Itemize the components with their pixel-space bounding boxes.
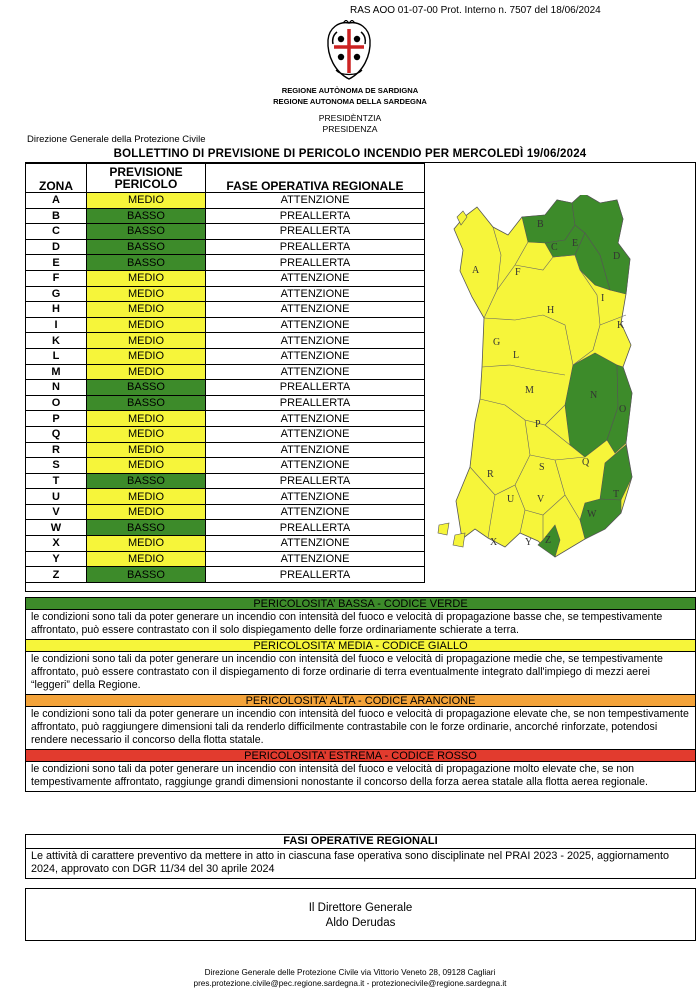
zone-operational-phase: ATTENZIONE: [206, 426, 425, 442]
zone-letter: F: [26, 270, 87, 286]
zone-danger-level: MEDIO: [87, 489, 206, 505]
zone-danger-level: MEDIO: [87, 193, 206, 209]
map-islet-sant-antioco: [453, 533, 465, 547]
zone-operational-phase: ATTENZIONE: [206, 348, 425, 364]
zone-row: [26, 239, 425, 255]
zone-danger-level: MEDIO: [87, 270, 206, 286]
map-islet-san-pietro: [438, 523, 449, 535]
zone-row: [26, 208, 425, 224]
col-previsione-header: PREVISIONE PERICOLO: [87, 164, 206, 193]
zone-operational-phase: ATTENZIONE: [206, 286, 425, 302]
map-label-f: F: [515, 267, 521, 278]
map-label-w: W: [587, 509, 597, 520]
zone-operational-phase: PREALLERTA: [206, 520, 425, 536]
zone-letter: K: [26, 333, 87, 349]
legend-media-title: PERICOLOSITA’ MEDIA - CODICE GIALLO: [25, 639, 696, 652]
zone-operational-phase: PREALLERTA: [206, 380, 425, 396]
map-label-v: V: [537, 494, 545, 505]
zone-row: [26, 270, 425, 286]
map-label-z: Z: [545, 535, 552, 546]
zone-operational-phase: PREALLERTA: [206, 224, 425, 240]
zone-danger-level: BASSO: [87, 567, 206, 583]
zone-row: [26, 380, 425, 396]
zone-row: [26, 426, 425, 442]
zone-letter: X: [26, 536, 87, 552]
signature-box: [25, 888, 696, 941]
map-label-x: X: [490, 537, 498, 548]
zone-row: [26, 395, 425, 411]
zone-letter: T: [26, 473, 87, 489]
zone-danger-level: BASSO: [87, 395, 206, 411]
zone-row: [26, 567, 425, 583]
map-label-s: S: [539, 462, 545, 473]
zone-row: [26, 302, 425, 318]
map-label-q: Q: [582, 457, 590, 468]
zone-danger-level: BASSO: [87, 380, 206, 396]
zone-operational-phase: ATTENZIONE: [206, 364, 425, 380]
zone-row: [26, 442, 425, 458]
map-label-p: P: [535, 419, 541, 430]
zone-row: [26, 348, 425, 364]
fasi-title: FASI OPERATIVE REGIONALI: [26, 835, 695, 849]
zones-table: [25, 163, 425, 583]
zone-letter: S: [26, 458, 87, 474]
legend-estrema-text: le condizioni sono tali da poter generare un incendio con intensità del fuoco e velocità di propagazione molto elevate che, se non tempestivamente affrontato, raggiunge grandi dimensioni nonostante il concorso della forza aerea statale alla flotta aerea regionale.: [25, 762, 696, 792]
signer-name: Aldo Derudas: [325, 917, 396, 929]
department-name: Direzione Generale della Protezione Civile: [27, 134, 206, 145]
zone-letter: R: [26, 442, 87, 458]
zone-letter: U: [26, 489, 87, 505]
zone-letter: L: [26, 348, 87, 364]
zone-letter: H: [26, 302, 87, 318]
zone-danger-level: MEDIO: [87, 442, 206, 458]
zone-operational-phase: PREALLERTA: [206, 255, 425, 271]
zone-operational-phase: ATTENZIONE: [206, 458, 425, 474]
map-label-m: M: [525, 385, 534, 396]
map-label-k: K: [617, 320, 625, 331]
zone-letter: O: [26, 395, 87, 411]
zone-letter: G: [26, 286, 87, 302]
zone-row: [26, 473, 425, 489]
zone-operational-phase: ATTENZIONE: [206, 193, 425, 209]
map-label-l: L: [513, 350, 520, 361]
zone-row: [26, 520, 425, 536]
zone-letter: I: [26, 317, 87, 333]
zone-danger-level: MEDIO: [87, 364, 206, 380]
zone-danger-level: BASSO: [87, 224, 206, 240]
zone-row: [26, 458, 425, 474]
zone-letter: Z: [26, 567, 87, 583]
signer-role: Il Direttore Generale: [308, 902, 413, 914]
zone-danger-level: MEDIO: [87, 551, 206, 567]
map-label-e: E: [572, 238, 579, 249]
zone-operational-phase: ATTENZIONE: [206, 333, 425, 349]
zone-letter: Q: [26, 426, 87, 442]
map-label-c: C: [551, 242, 558, 253]
presidency-sardinian: PRESIDÈNTZIA: [318, 113, 382, 123]
zone-row: [26, 364, 425, 380]
zone-letter: Y: [26, 551, 87, 567]
footer-emails: pres.protezione.civile@pec.regione.sardegna.it - protezionecivile@regione.sardegna.it: [193, 979, 507, 988]
zone-operational-phase: PREALLERTA: [206, 473, 425, 489]
legend-bassa-title: PERICOLOSITA’ BASSA - CODICE VERDE: [25, 597, 696, 610]
map-label-d: D: [613, 251, 621, 262]
region-name-sardinian: REGIONE AUTÒNOMA DE SARDIGNA: [281, 86, 419, 95]
zone-danger-level: MEDIO: [87, 426, 206, 442]
map-label-t: T: [613, 489, 620, 500]
footer-address: Direzione Generale delle Protezione Civile via Vittorio Veneto 28, 09128 Cagliari: [204, 968, 496, 977]
map-label-b: B: [537, 219, 544, 230]
map-label-r: R: [487, 469, 494, 480]
zone-row: [26, 255, 425, 271]
zone-operational-phase: ATTENZIONE: [206, 551, 425, 567]
map-label-o: O: [619, 404, 627, 415]
zone-danger-level: BASSO: [87, 255, 206, 271]
zone-danger-level: MEDIO: [87, 536, 206, 552]
zone-row: [26, 489, 425, 505]
zone-row: [26, 224, 425, 240]
zone-letter: W: [26, 520, 87, 536]
legend-bassa-text: le condizioni sono tali da poter generare un incendio con intensità del fuoco e velocità di propagazione basse che, se tempestivamente affrontato, può essere contrastato con il solo dispiegamento delle forze ordinariamente schierate a terra.: [25, 610, 696, 639]
zone-operational-phase: PREALLERTA: [206, 395, 425, 411]
legend-alta-text: le condizioni sono tali da poter generare un incendio con intensità del fuoco e velocità di propagazione elevate che, se non tempestivamente affrontato, può raggiungere dimensioni tali da renderlo difficilmente contrastabile con le forze ordinarie, ancorché rinforzate, potendosi rendere necessario il concorso della flotta statale.: [25, 707, 696, 749]
zone-operational-phase: ATTENZIONE: [206, 489, 425, 505]
zone-row: [26, 333, 425, 349]
zone-danger-level: MEDIO: [87, 504, 206, 520]
zone-letter: C: [26, 224, 87, 240]
zone-row: [26, 411, 425, 427]
map-label-i: I: [601, 293, 605, 304]
col-zona-header: ZONA: [26, 164, 87, 193]
zone-letter: M: [26, 364, 87, 380]
zone-operational-phase: ATTENZIONE: [206, 411, 425, 427]
zone-letter: B: [26, 208, 87, 224]
fasi-text: Le attività di carattere preventivo da mettere in atto in ciascuna fase operativa sono disciplinate nel PRAI 2023 - 2025, aggiornamento 2024, approvato con DGR 11/34 del 30 aprile 2024: [31, 850, 669, 875]
zone-operational-phase: ATTENZIONE: [206, 302, 425, 318]
protocol-number: RAS AOO 01-07-00 Prot. Interno n. 7507 del 18/06/2024: [350, 5, 601, 16]
region-name-italian: REGIONE AUTONOMA DELLA SARDEGNA: [273, 97, 427, 106]
zone-row: [26, 504, 425, 520]
bulletin-title: BOLLETTINO DI PREVISIONE DI PERICOLO INCENDIO PER MERCOLEDÌ 19/06/2024: [113, 148, 587, 160]
zone-row: [26, 551, 425, 567]
legend-estrema-title: PERICOLOSITA’ ESTREMA - CODICE ROSSO: [25, 749, 696, 762]
zone-operational-phase: ATTENZIONE: [206, 536, 425, 552]
zone-operational-phase: ATTENZIONE: [206, 504, 425, 520]
zone-danger-level: MEDIO: [87, 348, 206, 364]
zone-danger-level: MEDIO: [87, 317, 206, 333]
zone-operational-phase: PREALLERTA: [206, 239, 425, 255]
zone-danger-level: BASSO: [87, 520, 206, 536]
regional-emblem: [323, 20, 375, 82]
zone-danger-level: BASSO: [87, 473, 206, 489]
zone-danger-level: MEDIO: [87, 286, 206, 302]
zone-row: [26, 536, 425, 552]
sardinia-zones-map: [425, 195, 640, 590]
map-label-h: H: [547, 305, 555, 316]
map-label-a: A: [472, 265, 480, 276]
map-label-n: N: [590, 390, 598, 401]
zone-row: [26, 317, 425, 333]
zone-danger-level: MEDIO: [87, 333, 206, 349]
zone-row: [26, 193, 425, 209]
map-label-g: G: [493, 337, 501, 348]
zone-danger-level: MEDIO: [87, 411, 206, 427]
col-fase-header: FASE OPERATIVA REGIONALE: [206, 164, 425, 193]
zone-operational-phase: PREALLERTA: [206, 567, 425, 583]
zone-letter: N: [26, 380, 87, 396]
map-label-u: U: [507, 494, 515, 505]
zone-letter: P: [26, 411, 87, 427]
legend-alta-title: PERICOLOSITA’ ALTA - CODICE ARANCIONE: [25, 694, 696, 707]
zone-letter: E: [26, 255, 87, 271]
zone-letter: D: [26, 239, 87, 255]
zone-danger-level: MEDIO: [87, 302, 206, 318]
operational-phases-box: [25, 834, 696, 879]
zone-danger-level: BASSO: [87, 239, 206, 255]
legend-media-text: le condizioni sono tali da poter generare un incendio con intensità del fuoco e velocità di propagazione medie che, se tempestivamente affrontato, può essere contrastato con il dispiegamento di forze ordinarie di terra eventualmente integrato dall'impiego di mezzi aerei “leggeri” della Regione.: [25, 652, 696, 694]
zone-danger-level: BASSO: [87, 208, 206, 224]
zone-row: [26, 286, 425, 302]
presidency-italian: PRESIDENZA: [322, 124, 378, 134]
zone-operational-phase: ATTENZIONE: [206, 442, 425, 458]
zone-danger-level: MEDIO: [87, 458, 206, 474]
zone-operational-phase: PREALLERTA: [206, 208, 425, 224]
zone-operational-phase: ATTENZIONE: [206, 270, 425, 286]
zone-operational-phase: ATTENZIONE: [206, 317, 425, 333]
danger-legend: [25, 597, 696, 792]
zone-letter: V: [26, 504, 87, 520]
zone-letter: A: [26, 193, 87, 209]
map-label-y: Y: [525, 537, 533, 548]
